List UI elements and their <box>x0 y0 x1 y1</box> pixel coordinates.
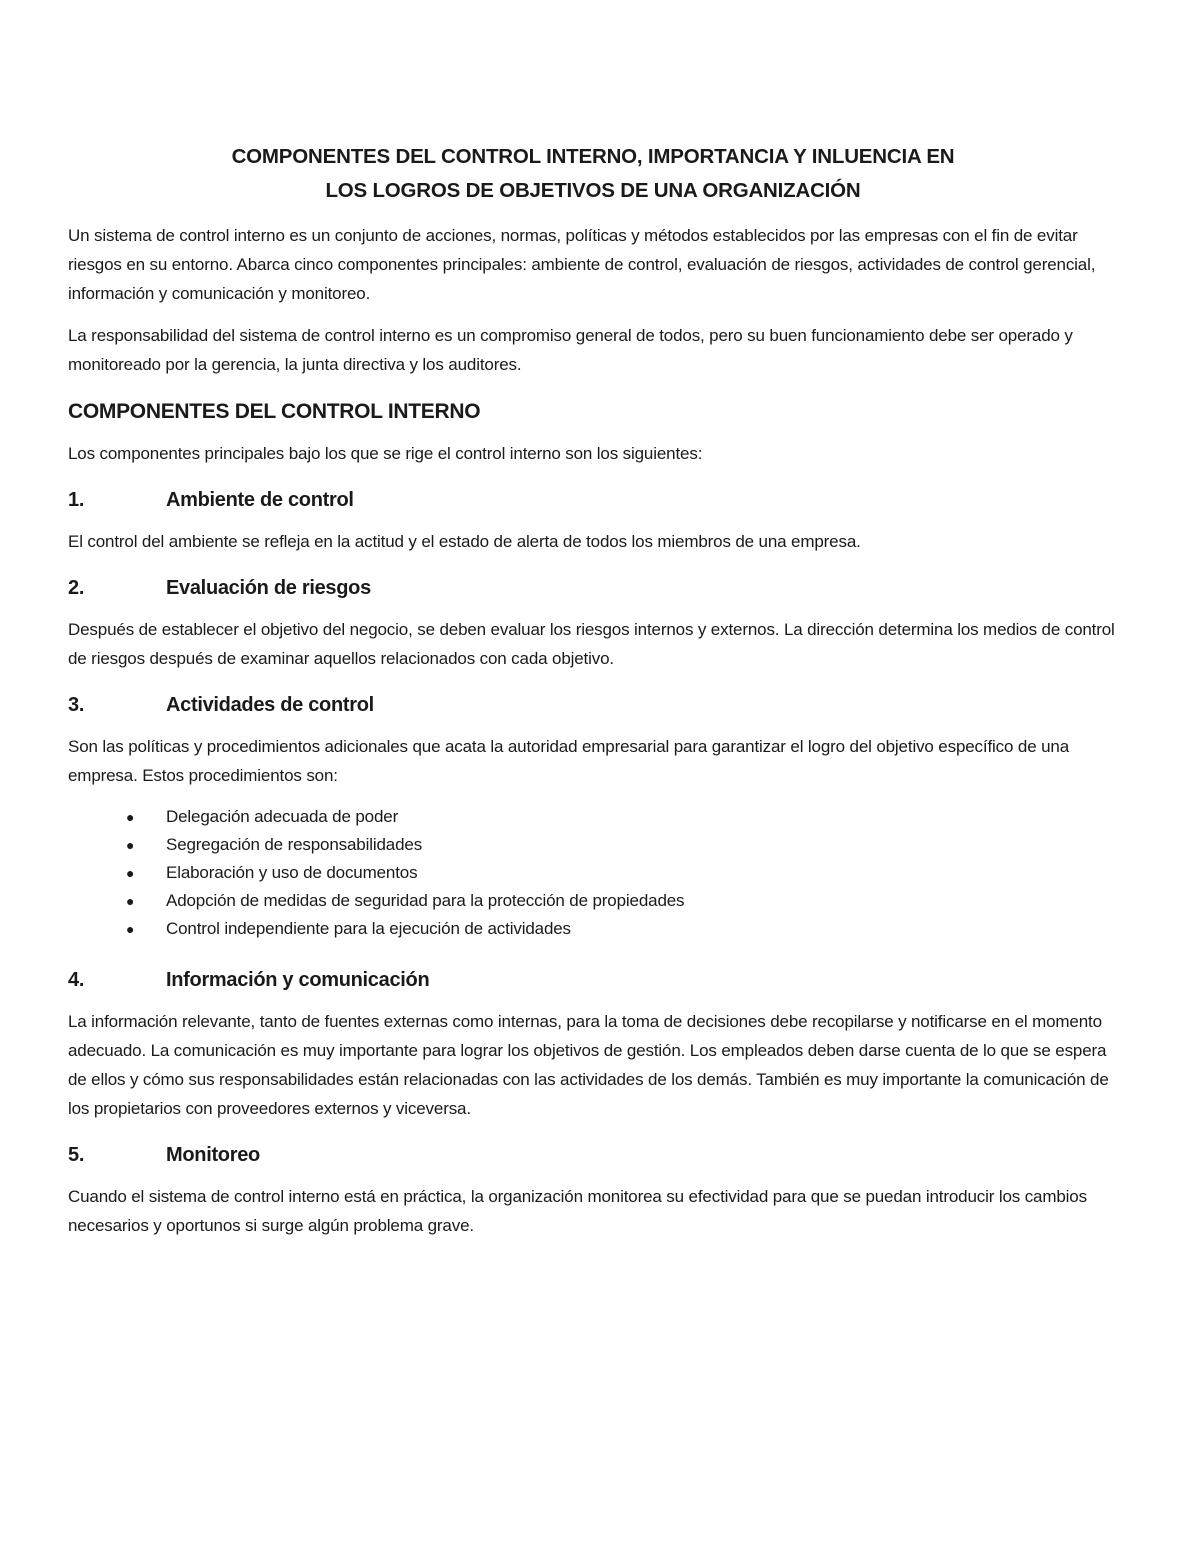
list-item <box>68 803 1118 831</box>
component-heading <box>68 1140 1118 1170</box>
component-text: Cuando el sistema de control interno está en práctica, la organización monitorea su efectividad para que se puedan introducir los cambios necesarios y oportunos si surge algún problema grave. <box>68 1187 1087 1235</box>
component-text: El control del ambiente se refleja en la actitud y el estado de alerta de todos los miembros de una empresa. <box>68 532 861 551</box>
list-item <box>68 887 1118 915</box>
document-page <box>68 140 1118 1253</box>
component-title: Monitoreo <box>166 1144 260 1166</box>
component-heading <box>68 573 1118 603</box>
section-intro: Los componentes principales bajo los que se rige el control interno son los siguientes: <box>68 444 703 463</box>
section-heading: COMPONENTES DEL CONTROL INTERNO <box>68 400 481 423</box>
component-heading <box>68 965 1118 995</box>
component-number: 3. <box>68 694 85 716</box>
list-item <box>68 915 1118 943</box>
title-line-2: LOS LOGROS DE OBJETIVOS DE UNA ORGANIZACIÓN <box>325 179 861 202</box>
title-line-1: COMPONENTES DEL CONTROL INTERNO, IMPORTANCIA Y INLUENCIA EN <box>231 145 955 168</box>
component-title: Información y comunicación <box>166 969 430 991</box>
component-number: 1. <box>68 489 85 511</box>
bullet-icon: ● <box>126 809 135 825</box>
bullet-icon: ● <box>126 837 135 853</box>
component-text: La información relevante, tanto de fuentes externas como internas, para la toma de decisiones debe recopilarse y notificarse en el momento adecuado. La comunicación es muy importante para lograr los objetivos de gestión. Los empleados deben darse cuenta de lo que se espera de ellos y cómo sus responsabilidades están relacionadas con las actividades de los demás. También es muy importante la comunicación de los propietarios con proveedores externos y viceversa. <box>68 1012 1109 1118</box>
list-item-text: Segregación de responsabilidades <box>166 835 423 854</box>
component-number: 4. <box>68 969 85 991</box>
component-heading <box>68 485 1118 515</box>
list-item-text: Adopción de medidas de seguridad para la protección de propiedades <box>166 891 685 910</box>
list-item-text: Control independiente para la ejecución de actividades <box>166 919 571 938</box>
component-text: Después de establecer el objetivo del negocio, se deben evaluar los riesgos internos y externos. La dirección determina los medios de control de riesgos después de examinar aquellos relacionados con cada objetivo. <box>68 620 1115 668</box>
bullet-icon: ● <box>126 893 135 909</box>
document-title <box>68 140 1118 208</box>
list-item-text: Elaboración y uso de documentos <box>166 863 418 882</box>
list-item <box>68 859 1118 887</box>
component-title: Evaluación de riesgos <box>166 577 371 599</box>
component-number: 2. <box>68 577 85 599</box>
intro-paragraph: Un sistema de control interno es un conjunto de acciones, normas, políticas y métodos establecidos por las empresas con el fin de evitar riesgos en su entorno. Abarca cinco componentes principales: ambiente de control, evaluación de riesgos, actividades de control gerencial, información y comunicación y monitoreo. <box>68 226 1096 303</box>
component-number: 5. <box>68 1144 85 1166</box>
bullet-icon: ● <box>126 865 135 881</box>
bullet-icon: ● <box>126 921 135 937</box>
component-heading <box>68 690 1118 720</box>
component-title: Ambiente de control <box>166 489 354 511</box>
component-title: Actividades de control <box>166 694 374 716</box>
procedures-list <box>68 803 1118 943</box>
list-item <box>68 831 1118 859</box>
component-text: Son las políticas y procedimientos adicionales que acata la autoridad empresarial para garantizar el logro del objetivo específico de una empresa. Estos procedimientos son: <box>68 737 1070 785</box>
intro-paragraph: La responsabilidad del sistema de control interno es un compromiso general de todos, pero su buen funcionamiento debe ser operado y monitoreado por la gerencia, la junta directiva y los auditores. <box>68 326 1073 374</box>
list-item-text: Delegación adecuada de poder <box>166 807 399 826</box>
